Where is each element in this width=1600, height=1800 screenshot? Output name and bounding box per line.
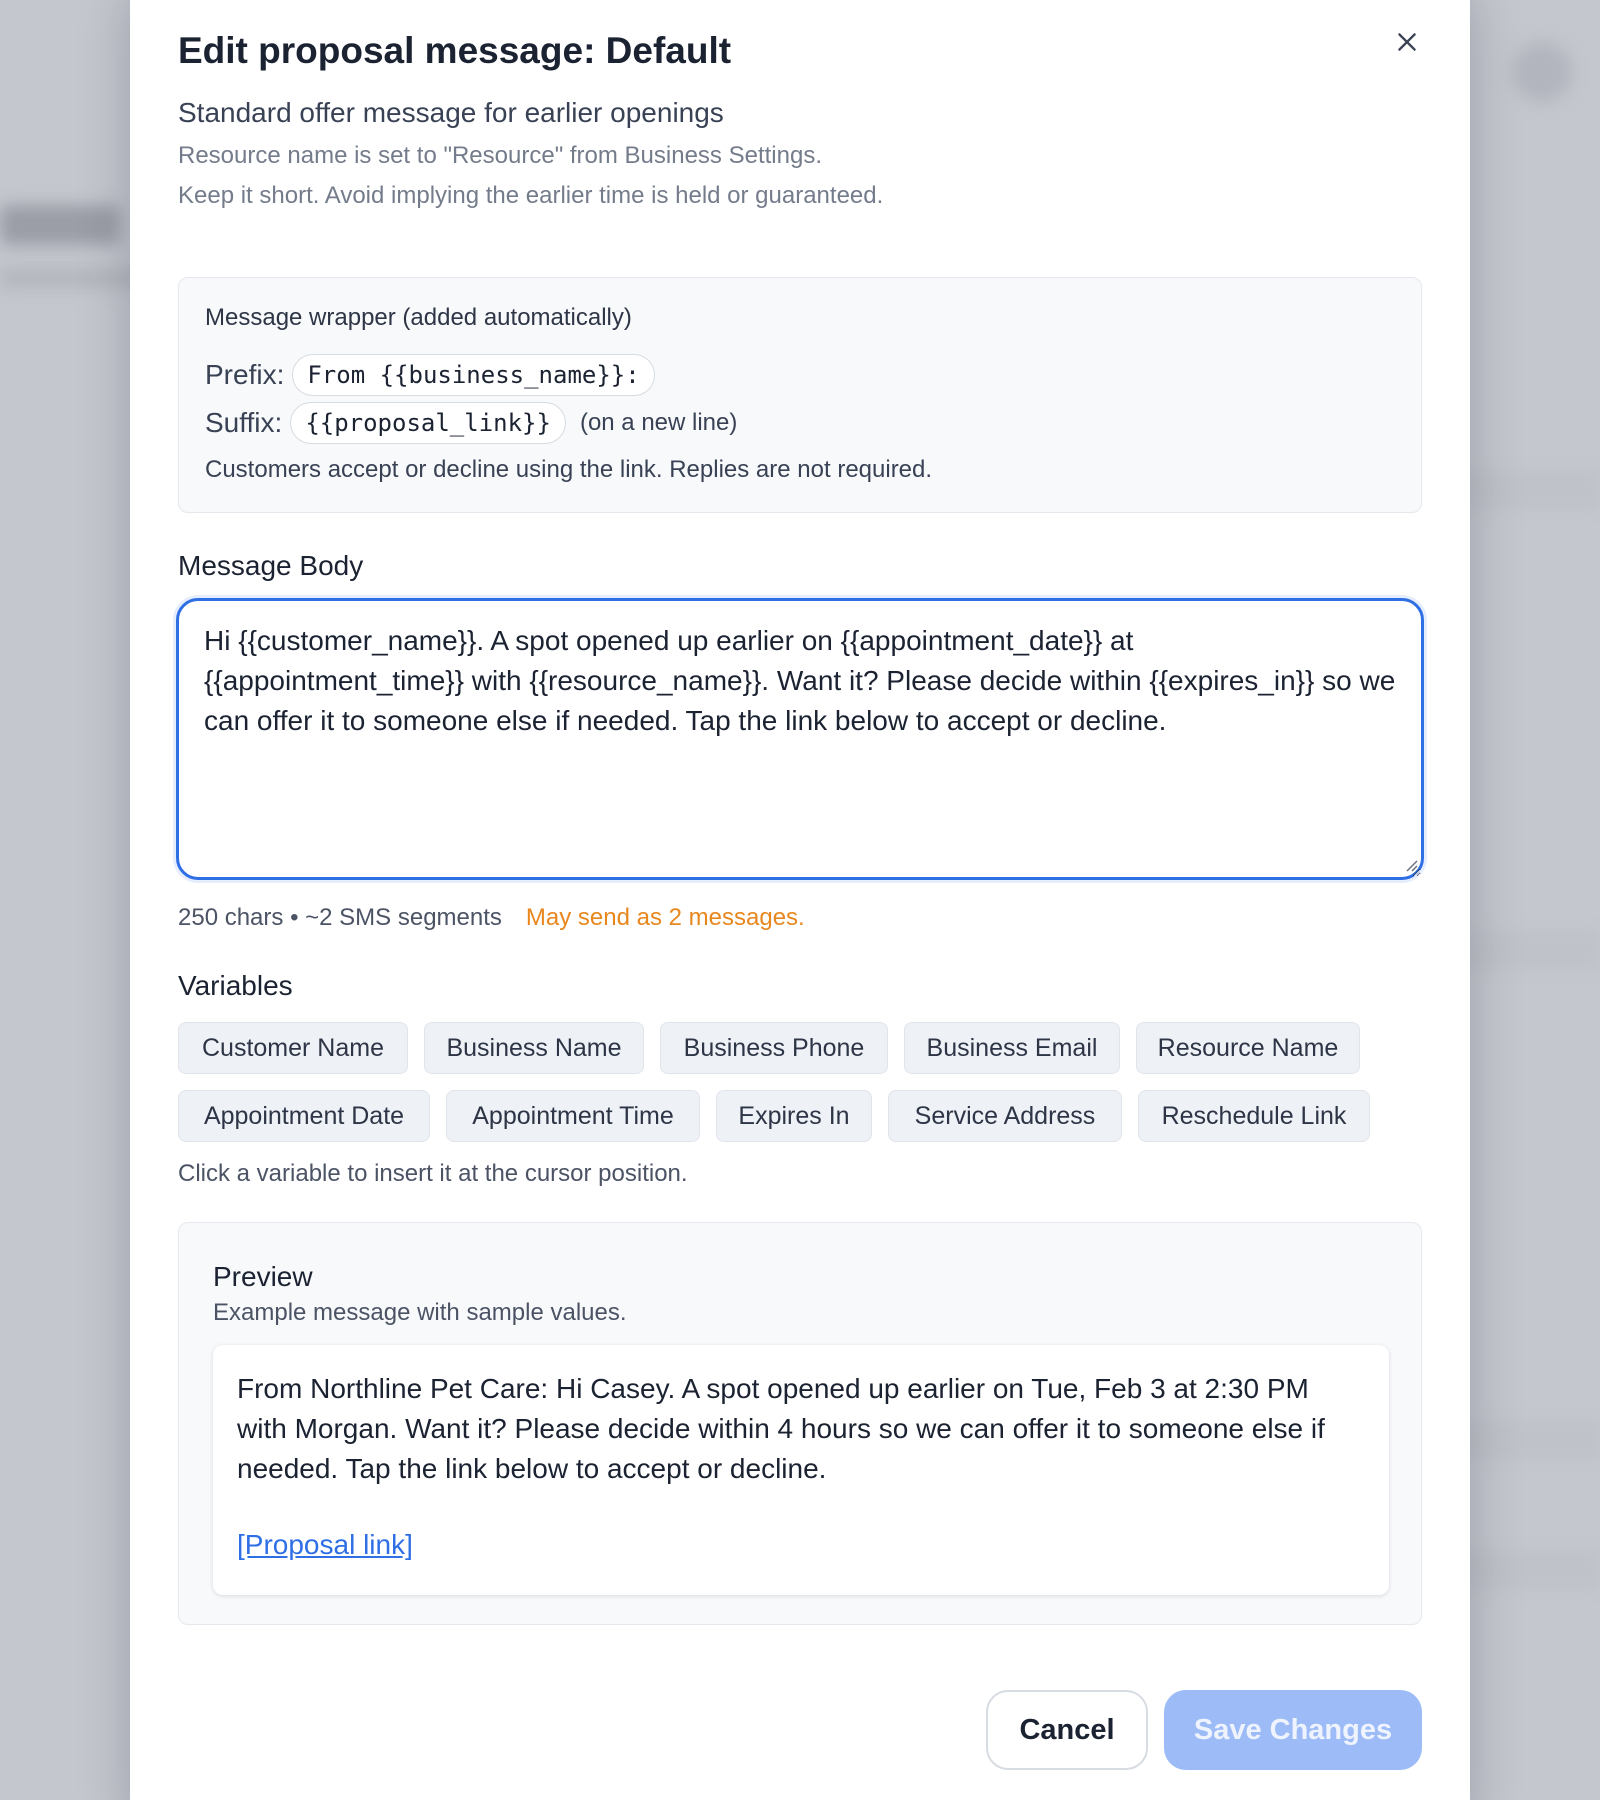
background-row-blur	[1460, 1420, 1600, 1460]
save-changes-button[interactable]: Save Changes	[1164, 1690, 1422, 1770]
variable-chip-appointment-time[interactable]: Appointment Time	[446, 1090, 700, 1142]
preview-message-text: From Northline Pet Care: Hi Casey. A spot opened up earlier on Tue, Feb 3 at 2:30 PM with Morgan. Want it? Please decide within 4 hours so we can offer it to someone else if needed. Tap the link below to accept or decline.	[237, 1373, 1325, 1484]
prefix-code: From {{business_name}}:	[292, 354, 654, 396]
variable-chip-expires-in[interactable]: Expires In	[716, 1090, 872, 1142]
background-subtitle-blur	[0, 268, 140, 288]
background-row-blur	[1460, 1550, 1600, 1590]
message-body-textarea[interactable]	[176, 598, 1424, 880]
variables-heading: Variables	[178, 970, 293, 1001]
message-body-label: Message Body	[178, 550, 364, 581]
variables-hint: Click a variable to insert it at the cursor position.	[178, 1160, 688, 1187]
suffix-note: (on a new line)	[579, 409, 738, 436]
preview-subtitle: Example message with sample values.	[213, 1299, 627, 1326]
cancel-button[interactable]: Cancel	[986, 1690, 1148, 1770]
close-icon	[1394, 29, 1420, 55]
suffix-label: Suffix:	[205, 407, 283, 438]
preview-message-card	[213, 1345, 1389, 1595]
background-row-blur	[1460, 930, 1600, 970]
variable-chip-reschedule-link[interactable]: Reschedule Link	[1138, 1090, 1370, 1142]
character-counter	[178, 904, 805, 932]
variable-chip-resource-name[interactable]: Resource Name	[1136, 1022, 1360, 1074]
segment-warning: May send as 2 messages.	[525, 904, 805, 931]
char-segment-count: 250 chars • ~2 SMS segments	[178, 904, 502, 931]
background-avatar-blur	[1512, 42, 1572, 102]
background-title-blur	[0, 205, 120, 245]
variable-chip-service-address[interactable]: Service Address	[888, 1090, 1122, 1142]
dialog-title: Edit proposal message: Default	[178, 30, 732, 71]
message-wrapper-heading: Message wrapper (added automatically)	[205, 304, 632, 331]
preview-title: Preview	[213, 1261, 313, 1292]
resize-handle-icon[interactable]	[1402, 856, 1418, 872]
close-button[interactable]	[1385, 20, 1429, 64]
preview-panel	[178, 1222, 1422, 1625]
variable-chip-customer-name[interactable]: Customer Name	[178, 1022, 408, 1074]
suffix-row	[205, 402, 737, 444]
variable-chip-business-name[interactable]: Business Name	[424, 1022, 644, 1074]
variable-chip-business-email[interactable]: Business Email	[904, 1022, 1120, 1074]
suffix-code: {{proposal_link}}	[290, 402, 566, 444]
proposal-link[interactable]: [Proposal link]	[237, 1529, 413, 1560]
length-hint: Keep it short. Avoid implying the earlier time is held or guaranteed.	[178, 182, 884, 209]
dialog-subtitle: Standard offer message for earlier openings	[178, 97, 724, 128]
message-wrapper-panel	[178, 277, 1422, 513]
wrapper-footnote: Customers accept or decline using the link. Replies are not required.	[205, 456, 933, 483]
resource-name-hint: Resource name is set to "Resource" from Business Settings.	[178, 142, 822, 169]
variable-chip-business-phone[interactable]: Business Phone	[660, 1022, 888, 1074]
prefix-label: Prefix:	[205, 359, 285, 390]
background-row-blur	[1460, 470, 1600, 510]
prefix-row	[205, 354, 655, 396]
variable-chip-appointment-date[interactable]: Appointment Date	[178, 1090, 430, 1142]
